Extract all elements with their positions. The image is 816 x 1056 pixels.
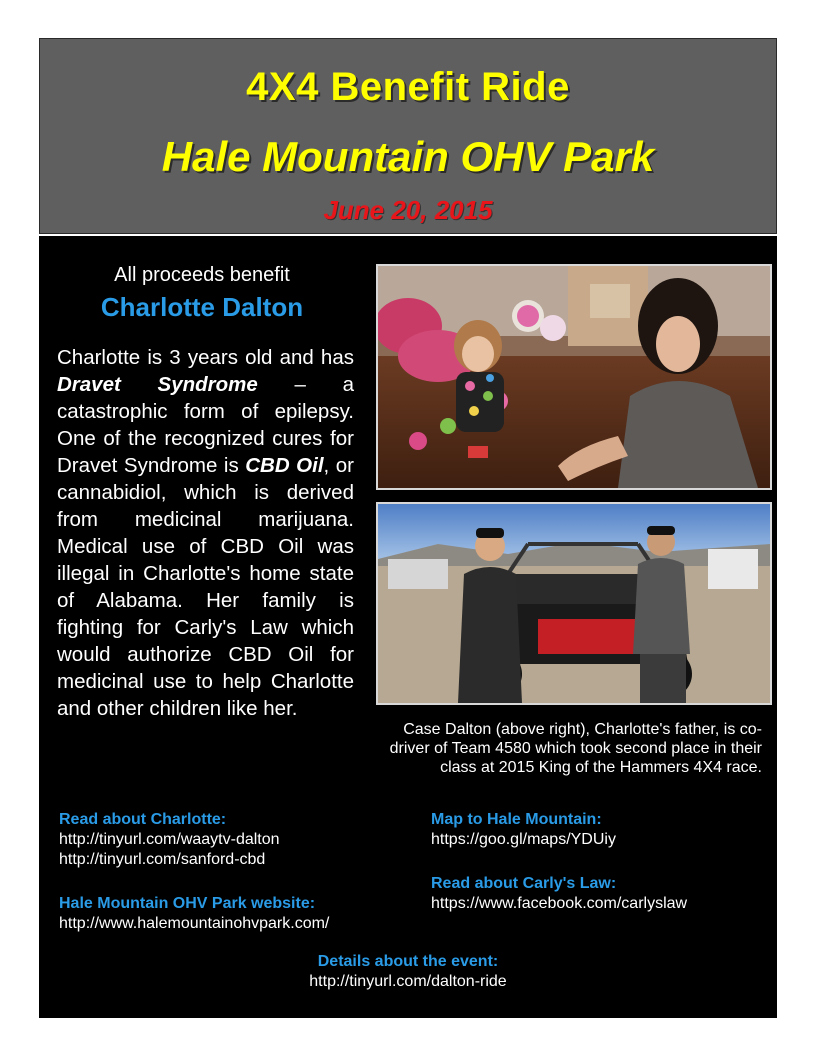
dravet-term: Dravet Syndrome (57, 373, 258, 396)
event-date: June 20, 2015 (323, 195, 493, 225)
map-to-hale (431, 810, 616, 850)
charlotte-link-2[interactable]: http://tinyurl.com/sanford-cbd (59, 851, 266, 868)
map-heading: Map to Hale Mountain: (431, 811, 602, 828)
carly-heading: Read about Carly's Law: (431, 875, 617, 892)
benefit-text: All proceeds benefit (114, 264, 290, 286)
story-part-2: – a catastrophic form of epilepsy. One of the recognized cures for Dravet Syndrome is (57, 373, 354, 477)
beneficiary-name: Charlotte Dalton (100, 292, 304, 322)
photo-caption: Case Dalton (above right), Charlotte's father, is co-driver of Team 4580 which took second place in their class at 2015 King of the Hammers 4X4 race. (389, 721, 762, 776)
story-part-1: Charlotte is 3 years old and has (57, 346, 354, 369)
photo-charlotte-playing (376, 264, 772, 490)
park-heading: Hale Mountain OHV Park website: (59, 895, 316, 912)
park-link[interactable]: http://www.halemountainohvpark.com/ (59, 915, 330, 932)
header-banner (39, 38, 777, 234)
title-line-2: Hale Mountain OHV Park (161, 133, 655, 180)
photo-charlotte-playing-image (378, 266, 770, 488)
details-heading: Details about the event: (317, 953, 499, 970)
charlotte-heading: Read about Charlotte: (59, 811, 227, 828)
story-paragraph (57, 344, 354, 722)
details-link[interactable]: http://tinyurl.com/dalton-ride (309, 973, 507, 990)
photo-team-4580-image (378, 504, 770, 703)
event-details (39, 952, 777, 992)
story-part-3: , or cannabidiol, which is derived from medicinal marijuana. Medical use of CBD Oil was illegal in Charlotte's home state of Alabama. Her family is fighting for Carly's Law which would authorize CBD Oil for medicinal use to help Charlotte and other children like her. (57, 454, 354, 720)
photo-team-4580 (376, 502, 772, 705)
carly-link[interactable]: https://www.facebook.com/carlyslaw (431, 895, 688, 912)
park-website (59, 894, 329, 934)
cbd-term: CBD Oil (245, 454, 324, 477)
charlotte-link-1[interactable]: http://tinyurl.com/waaytv-dalton (59, 831, 280, 848)
main-panel (39, 236, 777, 1018)
carlys-law (431, 874, 687, 914)
map-link[interactable]: https://goo.gl/maps/YDUiy (431, 831, 616, 848)
title-line-1: 4X4 Benefit Ride (246, 65, 570, 109)
read-about-charlotte (59, 810, 280, 870)
